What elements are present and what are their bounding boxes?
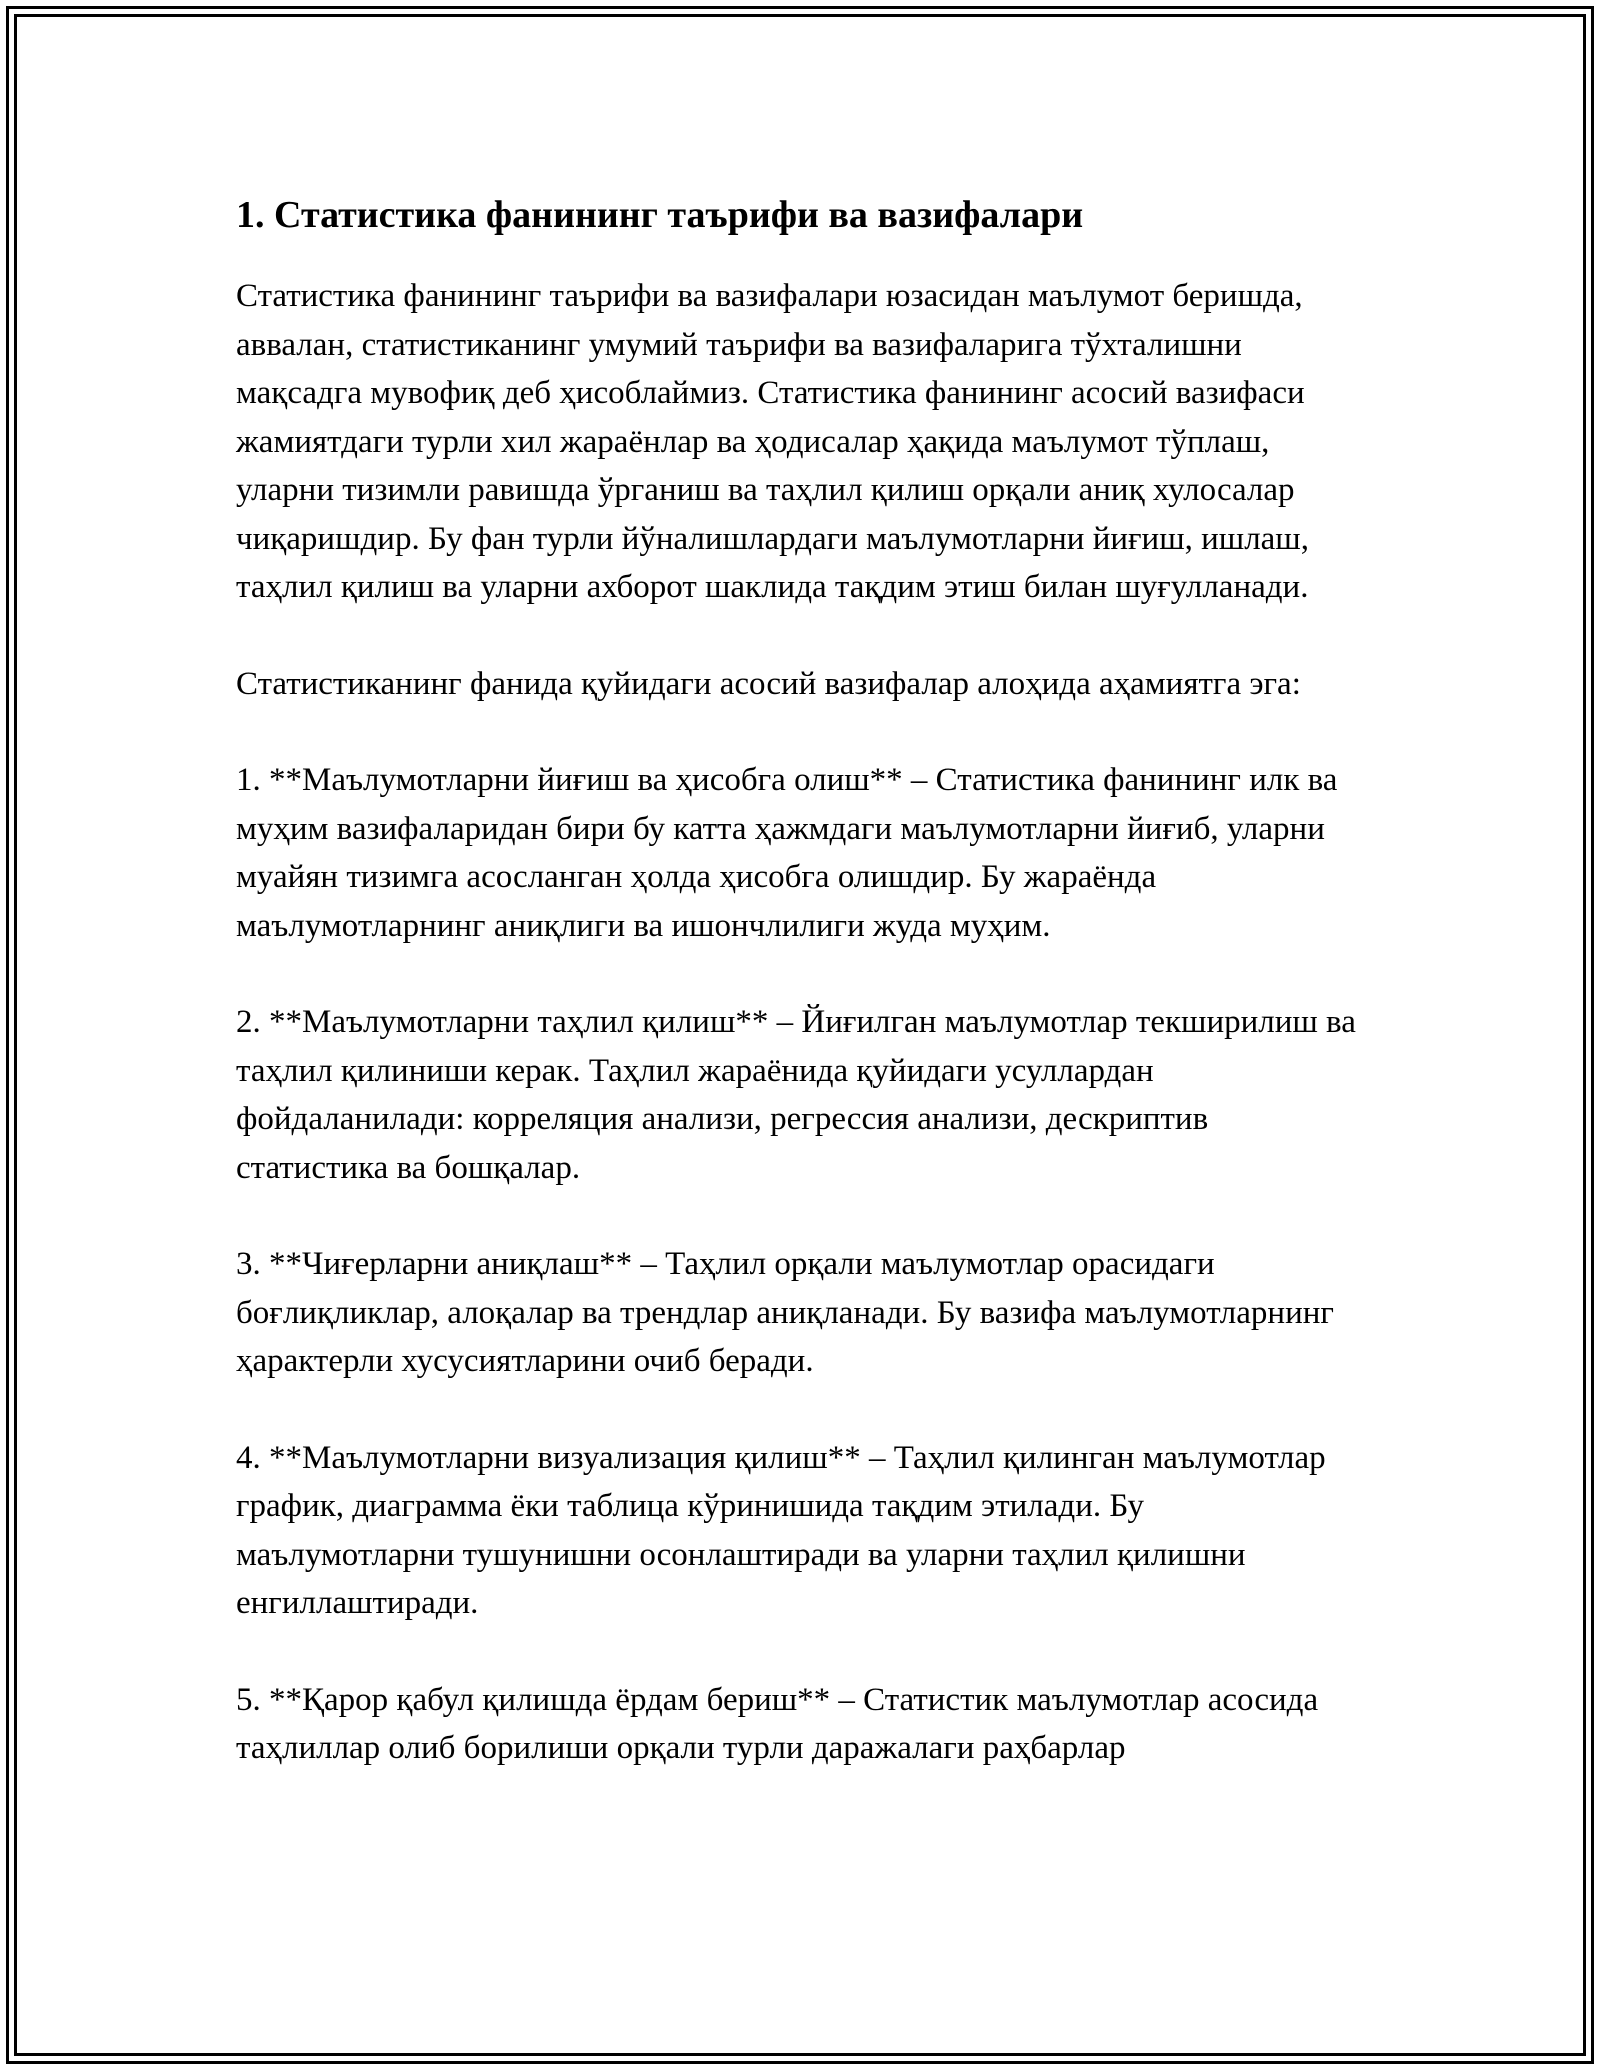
intro-paragraph: Статистика фанининг таърифи ва вазифалари юзасидан маълумот беришда, аввалан, статистиканинг умумий таърифи ва вазифаларига тўхталишни мақсадга мувофиқ деб ҳисоблаймиз. Статистика фанининг асосий вазифаси жамиятдаги турли хил жараёнлар ва ҳодисалар ҳақида маълумот тўплаш, уларни тизимли равишда ўрганиш ва таҳлил қилиш орқали аниқ хулосалар чиқаришдир. Бу фан турли йўналишлардаги маълумотларни йиғиш, ишлаш, таҳлил қилиш ва уларни ахборот шаклида тақдим этиш билан шуғулланади. xyxy=(236,278,1309,605)
list-item: 4. **Маълумотларни визуализация қилиш** – Таҳлил қилинган маълумотлар график, диаграмма ёки таблица кўринишида тақдим этилади. Бу маълумотларни тушунишни осонлаштиради ва уларни таҳлил қилишни енгиллаштиради. xyxy=(236,1439,1326,1621)
list-item: 3. **Чиғерларни аниқлаш** – Таҳлил орқали маълумотлар орасидаги боғлиқликлар, алоқалар ва трендлар аниқланади. Бу вазифа маълумотларнинг ҳарактерли хусусиятларини очиб беради. xyxy=(236,1246,1334,1379)
list-item: 1. **Маълумотларни йиғиш ва ҳисобга олиш** – Статистика фанининг илк ва муҳим вазифаларидан бири бу катта ҳажмдаги маълумотларни йиғиб, уларни муайян тизимга асосланган ҳолда ҳисобга олишдир. Бу жараёнда маълумотларнинг аниқлиги ва ишончлилиги жуда муҳим. xyxy=(236,762,1338,944)
lead-paragraph: Статистиканинг фанида қуйидаги асосий вазифалар алоҳида аҳамиятга эга: xyxy=(236,665,1301,702)
document-body xyxy=(236,180,1366,1773)
section-heading: 1. Статистика фанининг таърифи ва вазифалари xyxy=(236,194,1084,236)
list-item: 2. **Маълумотларни таҳлил қилиш** – Йиғилган маълумотлар текширилиш ва таҳлил қилиниши керак. Таҳлил жараёнида қуйидаги усуллардан фойдаланилади: корреляция анализи, регрессия анализи, дескриптив статистика ва бошқалар. xyxy=(236,1004,1356,1186)
list-item: 5. **Қарор қабул қилишда ёрдам бериш** – Статистик маълумотлар асосида таҳлиллар олиб борилиши орқали турли даражалаги раҳбарлар xyxy=(236,1681,1319,1766)
